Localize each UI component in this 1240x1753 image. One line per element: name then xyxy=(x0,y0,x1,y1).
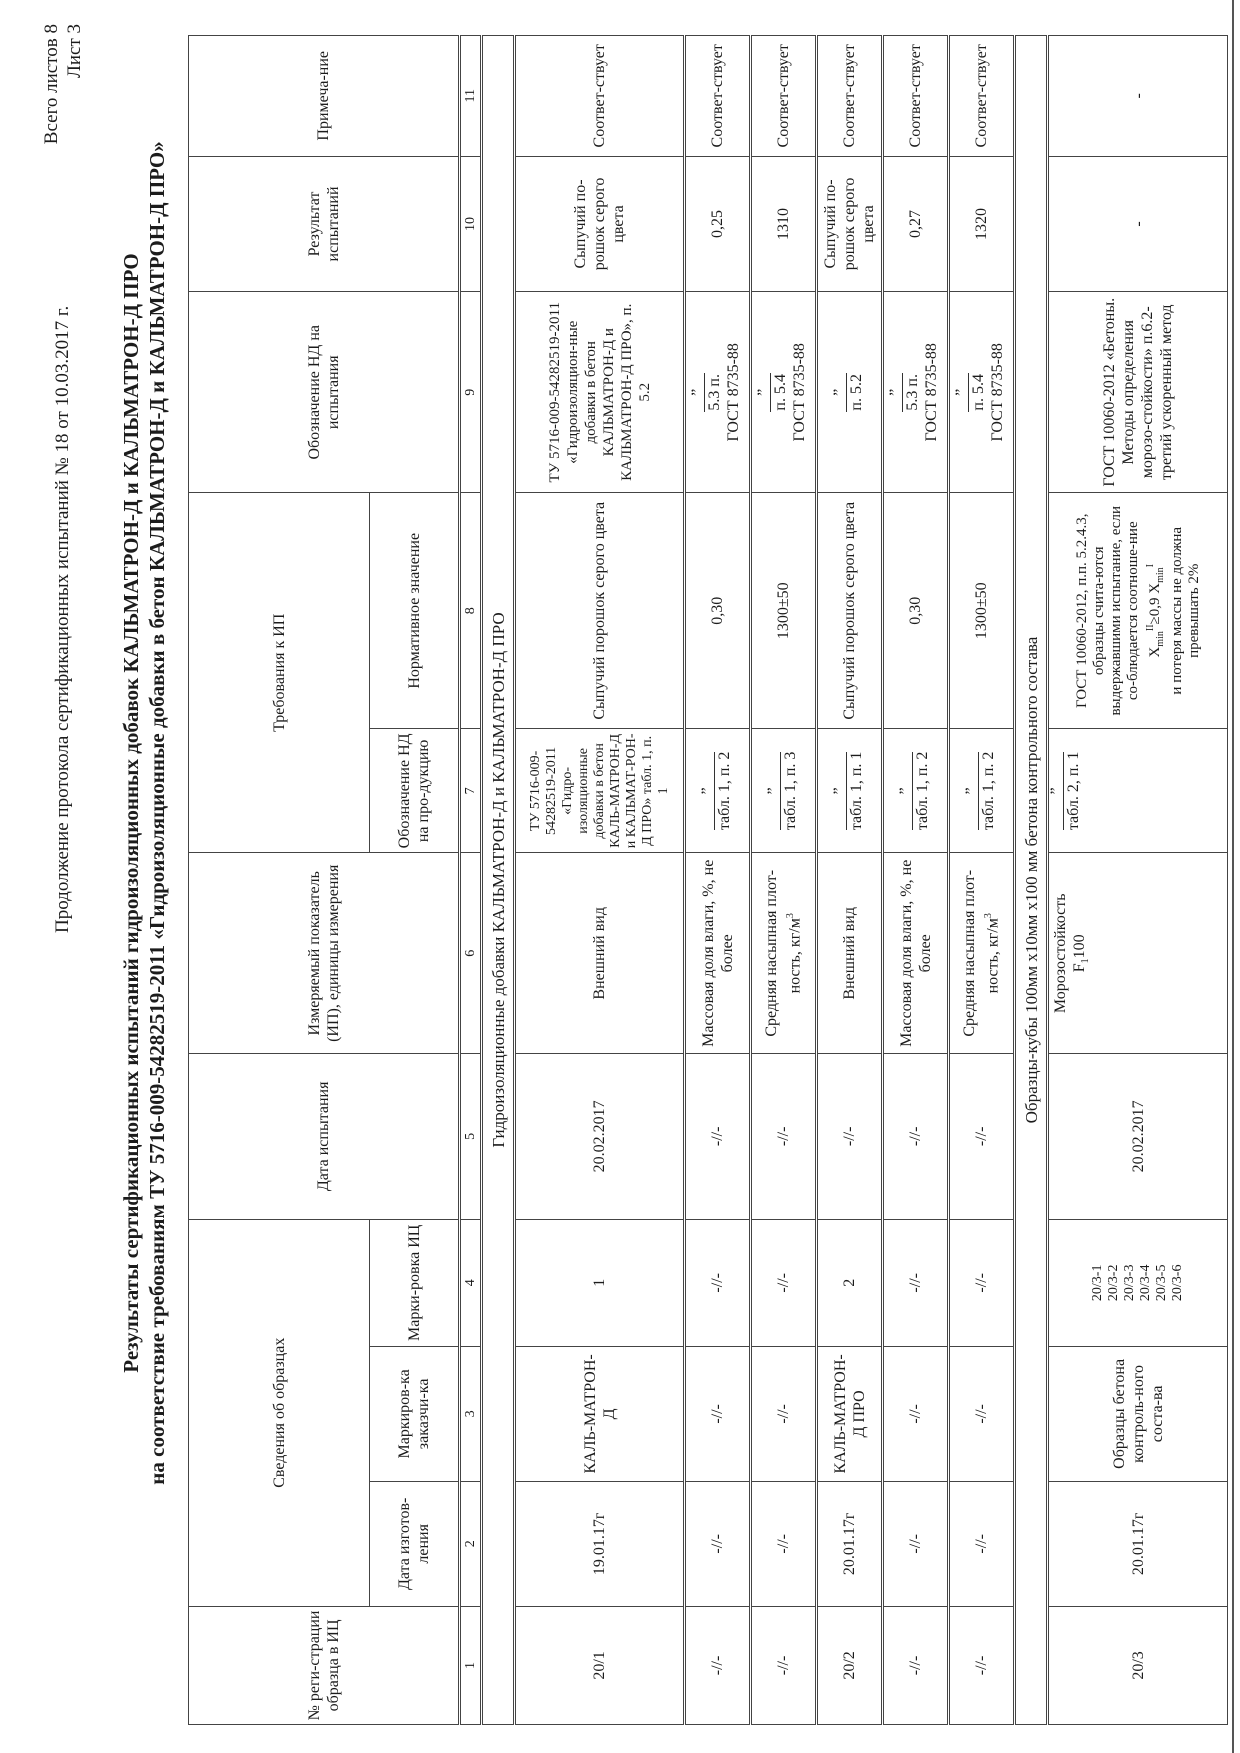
cell-ic-mark: -//- xyxy=(883,1219,949,1347)
ditto-fraction xyxy=(887,373,922,412)
col-number: 11 xyxy=(460,36,482,157)
cell-customer-mark: -//- xyxy=(751,1347,817,1482)
cell-norm: 1300±50 xyxy=(751,493,817,729)
cell-nd-product xyxy=(949,729,1015,853)
sheet-info xyxy=(40,24,86,144)
cell-made-date: -//- xyxy=(685,1481,751,1606)
cell-made-date: 20.01.17г xyxy=(817,1481,883,1606)
table-row xyxy=(685,36,751,1725)
col-header-made-date: Дата изготов-ления xyxy=(370,1481,460,1606)
col-header-parameter: Измеряемый показатель (ИП), единицы измерения xyxy=(189,853,460,1054)
cell-customer-mark: КАЛЬ-МАТРОН-Д ПРО xyxy=(817,1347,883,1482)
cell-result: 1310 xyxy=(751,156,817,292)
col-header-result: Результат испытаний xyxy=(189,156,460,292)
ditto-fraction xyxy=(896,751,932,831)
cell-nd-product xyxy=(685,729,751,853)
cell-test-date: -//- xyxy=(751,1054,817,1219)
col-number: 4 xyxy=(460,1219,482,1347)
grade-subscript: 1 xyxy=(1080,958,1092,964)
parameter-text: Морозостойкость xyxy=(1052,893,1069,1014)
total-sheets: Всего листов 8 xyxy=(41,24,62,145)
ic-mark-item: 20/3-1 xyxy=(1090,1264,1105,1302)
cell-note: Соответ-ствует xyxy=(685,36,751,157)
parameter-grade xyxy=(1070,856,1095,1050)
col-number: 5 xyxy=(460,1054,482,1219)
nd-product-ref: табл. 1, п. 3 xyxy=(781,751,799,831)
nd-test-clause: п. 5.4 xyxy=(772,374,789,411)
cell-result: Сыпучий по-рошок серого цвета xyxy=(515,156,685,292)
parameter-superscript: 3 xyxy=(785,913,797,919)
ditto-fraction xyxy=(830,751,866,831)
results-table xyxy=(188,35,1228,1725)
cell-parameter: Массовая доля влаги, %, не более xyxy=(883,853,949,1054)
nd-product-ref: табл. 2, п. 1 xyxy=(1065,751,1082,831)
ditto-mark: ” xyxy=(834,752,847,831)
cell-norm: Сыпучий порошок серого цвета xyxy=(817,493,883,729)
cell-note: Соответ-ствует xyxy=(751,36,817,157)
parameter-text: Средняя насыпная плот-ность, кг/м xyxy=(961,869,1002,1037)
ditto-mark: ” xyxy=(956,373,969,412)
ditto-mark: ” xyxy=(758,373,771,412)
cell-reg: -//- xyxy=(685,1606,751,1724)
section-row-additives xyxy=(482,36,515,1725)
ditto-mark: ” xyxy=(966,752,979,831)
cell-made-date: -//- xyxy=(883,1481,949,1606)
col-number: 1 xyxy=(460,1606,482,1724)
norm-mass-loss: и потеря массы не должна превышать 2% xyxy=(1168,526,1202,695)
cell-nd-test xyxy=(883,292,949,493)
table-row xyxy=(949,36,1015,1725)
ditto-mark: ” xyxy=(702,752,715,831)
cell-made-date: 20.01.17г xyxy=(1048,1481,1228,1606)
cell-parameter xyxy=(949,853,1015,1054)
ditto-mark: ” xyxy=(834,373,847,412)
ic-mark-item: 20/3-5 xyxy=(1154,1264,1169,1302)
ditto-mark: ” xyxy=(1051,752,1064,831)
cell-customer-mark: -//- xyxy=(949,1347,1015,1482)
section-title-additives: Гидроизоляционные добавки КАЛЬМАТРОН-Д и КАЛЬМАТРОН-Д ПРО xyxy=(482,36,515,1725)
col-number: 3 xyxy=(460,1347,482,1482)
ic-mark-item: 20/3-3 xyxy=(1122,1264,1137,1302)
cell-test-date: -//- xyxy=(883,1054,949,1219)
cell-reg: -//- xyxy=(949,1606,1015,1724)
cell-customer-mark: -//- xyxy=(883,1347,949,1482)
continuation-header: Продолжение протокола сертификационных испытаний № 18 от 10.03.2017 г. xyxy=(52,305,73,933)
cell-made-date: 19.01.17г xyxy=(515,1481,685,1606)
ic-mark-item: 20/3-2 xyxy=(1106,1264,1121,1302)
cell-test-date: -//- xyxy=(817,1054,883,1219)
nd-test-clause: п. 5.4 xyxy=(970,374,987,411)
ditto-fraction xyxy=(962,751,998,831)
cell-customer-mark: КАЛЬ-МАТРОН-Д xyxy=(515,1347,685,1482)
cell-ic-mark: -//- xyxy=(949,1219,1015,1347)
col-header-reg: № реги-страции образца в ИЦ xyxy=(189,1606,460,1724)
cell-ic-mark: 2 xyxy=(817,1219,883,1347)
section-row-cubes xyxy=(1015,36,1048,1725)
formula-sup: II xyxy=(1144,624,1156,632)
cell-nd-product xyxy=(751,729,817,853)
cell-test-date: 20.02.2017 xyxy=(1048,1054,1228,1219)
sheet-number: Лист 3 xyxy=(64,24,85,79)
ditto-mark: ” xyxy=(900,752,913,831)
col-number: 7 xyxy=(460,729,482,853)
cell-ic-mark xyxy=(1048,1219,1228,1347)
cell-ic-mark: -//- xyxy=(751,1219,817,1347)
ditto-fraction xyxy=(698,751,734,831)
cell-nd-test xyxy=(751,292,817,493)
cell-note: - xyxy=(1048,36,1228,157)
cell-nd-product: ТУ 5716-009-54282519-2011 «Гидро-изоляционные добавки в бетон КАЛЬ-МАТРОН-Д и КАЛЬМАТ-РОН-Д ПРО» табл. 1, п. 1 xyxy=(515,729,685,853)
cell-made-date: -//- xyxy=(751,1481,817,1606)
table-row xyxy=(883,36,949,1725)
ic-mark-item: 20/3-6 xyxy=(1170,1264,1185,1302)
col-number: 8 xyxy=(460,493,482,729)
cell-result: 1320 xyxy=(949,156,1015,292)
group-header-samples: Сведения об образцах xyxy=(189,1219,370,1606)
norm-formula xyxy=(1142,496,1169,725)
cell-norm: 0,30 xyxy=(685,493,751,729)
group-header-requirements: Требования к ИП xyxy=(189,493,370,853)
cell-nd-test xyxy=(685,292,751,493)
ditto-fraction xyxy=(1048,751,1083,831)
col-number: 10 xyxy=(460,156,482,292)
col-number: 6 xyxy=(460,853,482,1054)
cell-test-date: -//- xyxy=(949,1054,1015,1219)
section-title-cubes: Образцы-кубы 100мм х10мм х100 мм бетона контрольного состава xyxy=(1015,36,1048,1725)
document-title xyxy=(118,33,170,1593)
cell-nd-product xyxy=(817,729,883,853)
cell-customer-mark: Образцы бетона контроль-ного соста-ва xyxy=(1048,1347,1228,1482)
cell-nd-product xyxy=(883,729,949,853)
formula-relation: ≥0,9 X xyxy=(1146,582,1163,625)
cell-norm: Сыпучий порошок серого цвета xyxy=(515,493,685,729)
cell-parameter: Внешний вид xyxy=(817,853,883,1054)
cell-nd-test xyxy=(949,292,1015,493)
cell-result: 0,25 xyxy=(685,156,751,292)
cell-reg: 20/2 xyxy=(817,1606,883,1724)
grade-value: 100 xyxy=(1071,934,1088,959)
table-row xyxy=(817,36,883,1725)
cell-note: Соответ-ствует xyxy=(883,36,949,157)
grade-letter: F xyxy=(1071,963,1088,973)
col-header-nd-test: Обозначение НД на испытания xyxy=(189,292,460,493)
cell-norm xyxy=(1048,493,1228,729)
cell-note: Соответ-ствует xyxy=(817,36,883,157)
cell-norm: 0,30 xyxy=(883,493,949,729)
parameter-superscript: 3 xyxy=(983,913,995,919)
nd-test-clause: п. 5.2 xyxy=(847,374,865,411)
formula-x: X xyxy=(1146,646,1163,658)
title-line-1: Результаты сертификационных испытаний гидроизоляционных добавок КАЛЬМАТРОН-Д и КАЛЬМАТРОН-Д ПРО xyxy=(119,253,143,1373)
ditto-mark: ” xyxy=(890,373,903,412)
cell-result: 0,27 xyxy=(883,156,949,292)
nd-test-standard: ГОСТ 8735-88 xyxy=(791,343,808,442)
col-header-note: Примеча-ние xyxy=(189,36,460,157)
col-header-customer-mark: Маркиров-ка заказчи-ка xyxy=(370,1347,460,1482)
cell-customer-mark: -//- xyxy=(685,1347,751,1482)
cell-note: Соответ-ствует xyxy=(949,36,1015,157)
norm-text: ГОСТ 10060-2012, п.п. 5.2.4.3, образцы счита-ются выдержавшими испытание, если со-блюдается соотноше-ние xyxy=(1073,506,1141,716)
cell-nd-product xyxy=(1048,729,1228,853)
cell-note: Соответ-ствует xyxy=(515,36,685,157)
col-number: 2 xyxy=(460,1481,482,1606)
ditto-fraction xyxy=(953,373,988,412)
ditto-mark: ” xyxy=(692,373,705,412)
cell-ic-mark: 1 xyxy=(515,1219,685,1347)
ic-mark-item: 20/3-4 xyxy=(1138,1264,1153,1302)
cell-parameter: Массовая доля влаги, %, не более xyxy=(685,853,751,1054)
nd-product-ref: табл. 1, п. 2 xyxy=(979,751,997,831)
nd-test-standard: ГОСТ 8735-88 xyxy=(725,343,742,442)
parameter-text: Средняя насыпная плот-ность, кг/м xyxy=(763,869,804,1037)
ditto-fraction xyxy=(689,373,724,412)
nd-product-ref: табл. 1, п. 1 xyxy=(847,751,865,831)
nd-test-clause: 5.3 п. xyxy=(706,374,723,411)
cell-nd-test xyxy=(817,292,883,493)
title-line-2: на соответствие требованиям ТУ 5716-009-54282519-2011 «Гидроизоляционные добавки в бетон КАЛЬМАТРОН-Д и КАЛЬМАТРОН-Д ПРО» xyxy=(145,141,169,1485)
table-row xyxy=(751,36,817,1725)
cell-nd-test: ТУ 5716-009-54282519-2011 «Гидроизоляцион-ные добавки в бетон КАЛЬМАТРОН-Д и КАЛЬМАТРОН-Д ПРО», п. 5.2 xyxy=(515,292,685,493)
formula-sup: I xyxy=(1144,563,1156,568)
formula-sub: min xyxy=(1154,567,1166,583)
cell-made-date: -//- xyxy=(949,1481,1015,1606)
col-number: 9 xyxy=(460,292,482,493)
nd-product-ref: табл. 1, п. 2 xyxy=(913,751,931,831)
cell-result: - xyxy=(1048,156,1228,292)
table-row xyxy=(1048,36,1228,1725)
ditto-fraction xyxy=(755,373,790,412)
cell-test-date: 20.02.2017 xyxy=(515,1054,685,1219)
cell-ic-mark: -//- xyxy=(685,1219,751,1347)
header-row-1 xyxy=(189,36,370,1725)
cell-norm: 1300±50 xyxy=(949,493,1015,729)
cell-reg: 20/3 xyxy=(1048,1606,1228,1724)
col-header-test-date: Дата испытания xyxy=(189,1054,460,1219)
cell-test-date: -//- xyxy=(685,1054,751,1219)
ditto-fraction xyxy=(764,751,800,831)
col-header-norm: Нормативное значение xyxy=(370,493,460,729)
cell-parameter: Внешний вид xyxy=(515,853,685,1054)
table-row xyxy=(515,36,685,1725)
ditto-fraction xyxy=(830,373,866,412)
nd-test-standard: ГОСТ 8735-88 xyxy=(923,343,940,442)
scan-margin-line xyxy=(1232,0,1234,1753)
cell-parameter xyxy=(1048,853,1228,1054)
nd-product-ref: табл. 1, п. 2 xyxy=(715,751,733,831)
ditto-mark: ” xyxy=(768,752,781,831)
col-header-ic-mark: Марки-ровка ИЦ xyxy=(370,1219,460,1347)
nd-test-clause: 5.3 п. xyxy=(904,374,921,411)
cell-reg: 20/1 xyxy=(515,1606,685,1724)
cell-result: Сыпучий по-рошок серого цвета xyxy=(817,156,883,292)
cell-parameter xyxy=(751,853,817,1054)
column-numbers-row xyxy=(460,36,482,1725)
cell-reg: -//- xyxy=(883,1606,949,1724)
cell-reg: -//- xyxy=(751,1606,817,1724)
nd-test-standard: ГОСТ 8735-88 xyxy=(989,343,1006,442)
cell-nd-test: ГОСТ 10060-2012 «Бетоны. Методы определения морозо-стойкости» п.6.2-третий ускоренный метод xyxy=(1048,292,1228,493)
formula-sub: min xyxy=(1154,631,1166,647)
col-header-nd-product: Обозначение НД на про-дукцию xyxy=(370,729,460,853)
